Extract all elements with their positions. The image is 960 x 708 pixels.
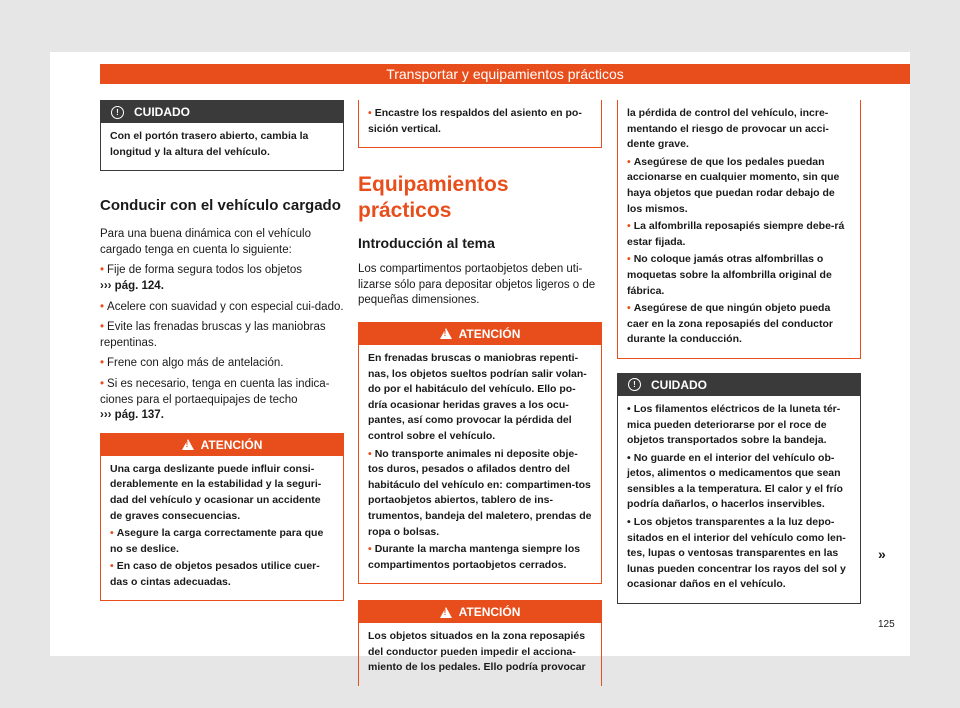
subsection-intro: Los compartimentos portaobjetos deben uti-lizarse sólo para depositar objetos ligeros o de pequeñas dimensiones.: [358, 263, 596, 307]
atencion-text: Los objetos situados en la zona reposapiés del conductor pueden impedir el acciona-miento de los pedales. Ello podría provocar: [368, 630, 586, 674]
page-reference[interactable]: ››› pág. 137.: [100, 409, 164, 422]
atencion-body: [359, 623, 601, 686]
manual-page: [50, 52, 910, 674]
atencion-body: [359, 345, 601, 583]
cuidado-body: [101, 123, 343, 170]
column-middle: [358, 100, 602, 686]
list-item: • Fije de forma segura todos los objetos ››› pág. 124.: [100, 264, 302, 292]
chapter-section-title: Equipamientos prácticos: [358, 173, 509, 223]
atencion-continued-box: [358, 100, 602, 148]
cuidado-header: [618, 374, 860, 396]
atencion-label: ATENCIÓN: [200, 437, 263, 452]
cuidado-body: [618, 396, 860, 603]
atencion-box: [358, 322, 602, 584]
cuidado-label: CUIDADO: [651, 377, 707, 392]
atencion-continued-body: [359, 100, 601, 147]
cuidado-text: Con el portón trasero abierto, cambia la longitud y la altura del vehículo.: [110, 130, 309, 158]
column-left: [100, 100, 344, 601]
cuidado-label: CUIDADO: [134, 105, 190, 119]
list-item: • Frene con algo más de antelación.: [100, 357, 284, 370]
list-item: • Acelere con suavidad y con especial cui-dado.: [100, 300, 344, 313]
atencion-label: ATENCIÓN: [458, 326, 521, 341]
atencion-label: ATENCIÓN: [458, 605, 521, 620]
warning-icon: [182, 439, 194, 450]
atencion-header: [101, 434, 343, 456]
list-item: • Asegúrese de que los pedales puedan accionarse en cualquier momento, sin que haya objetos que puedan rodar debajo de los mismos.: [627, 155, 840, 215]
warning-icon: [440, 607, 452, 618]
list-item: • En caso de objetos pesados utilice cuer-das o cintas adecuadas.: [110, 560, 320, 588]
list-item: • Si es necesario, tenga en cuenta las indica-ciones para el portaequipajes de techo ››› pág. 137.: [100, 377, 330, 422]
section-body: [100, 227, 344, 424]
list-item: • No transporte animales ni deposite obje-tos duros, pesados o afilados dentro del habitáculo del vehículo en: compartimen-tos portaobjetos abiertos, tablero de ins-trumentos, bandeja del maletero, prendas de ropa o bolsas.: [368, 447, 592, 538]
cuidado-box: [100, 100, 344, 171]
atencion-header: [359, 323, 601, 345]
page-number: 125: [878, 619, 895, 630]
atencion-box: [358, 600, 602, 686]
atencion-continued-text: la pérdida de control del vehículo, incre-mentando el riesgo de provocar un acci-dente grave.: [627, 107, 829, 151]
atencion-header: [359, 601, 601, 623]
list-item: • Asegure la carga correctamente para que no se deslice.: [110, 527, 324, 555]
atencion-box: [100, 433, 344, 602]
list-item: • No guarde en el interior del vehículo ob-jetos, alimentos o medicamentos que sean sensibles a la temperatura. El calor y el frío podría dañarlos, o hacerlos inservibles.: [627, 451, 843, 511]
info-icon: !: [628, 378, 641, 391]
section-title: Conducir con el vehículo cargado: [100, 197, 341, 215]
list-item: • Durante la marcha mantenga siempre los compartimentos portaobjetos cerrados.: [368, 543, 581, 571]
info-icon: !: [111, 106, 124, 119]
atencion-body: [101, 456, 343, 601]
atencion-text: Una carga deslizante puede influir consi-derablemente en la estabilidad y la seguri-dad del vehículo y ocasionar un accidente de graves consecuencias.: [110, 462, 322, 522]
list-item: • Los filamentos eléctricos de la luneta tér-mica pueden deteriorarse por el roce de objetos transportados sobre la bandeja.: [627, 402, 841, 447]
list-item: • Los objetos transparentes a la luz depo-sitados en el interior del vehículo como len-tes, lupas o ventosas transparentes en las lunas pueden concentrar los rayos del sol y ocasionar daños en el vehículo.: [627, 516, 846, 591]
atencion-continued-box: [617, 100, 861, 359]
continue-arrow-icon: »: [878, 546, 886, 562]
list-item: • La alfombrilla reposapiés siempre debe-rá estar fijada.: [627, 220, 845, 248]
list-item: • Encastre los respaldos del asiento en po-sición vertical.: [368, 107, 582, 135]
atencion-continued-body: [618, 100, 860, 358]
list-item: • Asegúrese de que ningún objeto pueda caer en la zona reposapiés del conductor durante la conducción.: [627, 302, 833, 346]
cuidado-box: [617, 373, 861, 604]
list-item: • Evite las frenadas bruscas y las maniobras repentinas.: [100, 321, 326, 349]
cuidado-header: [101, 101, 343, 123]
subsection-body: [358, 262, 602, 309]
subsection-title: Introducción al tema: [358, 235, 495, 252]
atencion-text: En frenadas bruscas o maniobras repenti-nas, los objetos sueltos podrían salir volan-do por el habitáculo del vehículo. Ello po-dría ocasionar heridas graves a los ocu-pantes, así como provocar la pérdida del control sobre el vehículo.: [368, 351, 587, 442]
list-item: • No coloque jamás otras alfombrillas o moquetas sobre la alfombrilla original de fábrica.: [627, 253, 832, 297]
column-right: [617, 100, 861, 604]
warning-icon: [440, 328, 452, 339]
section-intro: Para una buena dinámica con el vehículo cargado tenga en cuenta lo siguiente:: [100, 228, 311, 256]
chapter-header: Transportar y equipamientos prácticos: [100, 64, 910, 84]
page-reference[interactable]: ››› pág. 124.: [100, 279, 164, 292]
